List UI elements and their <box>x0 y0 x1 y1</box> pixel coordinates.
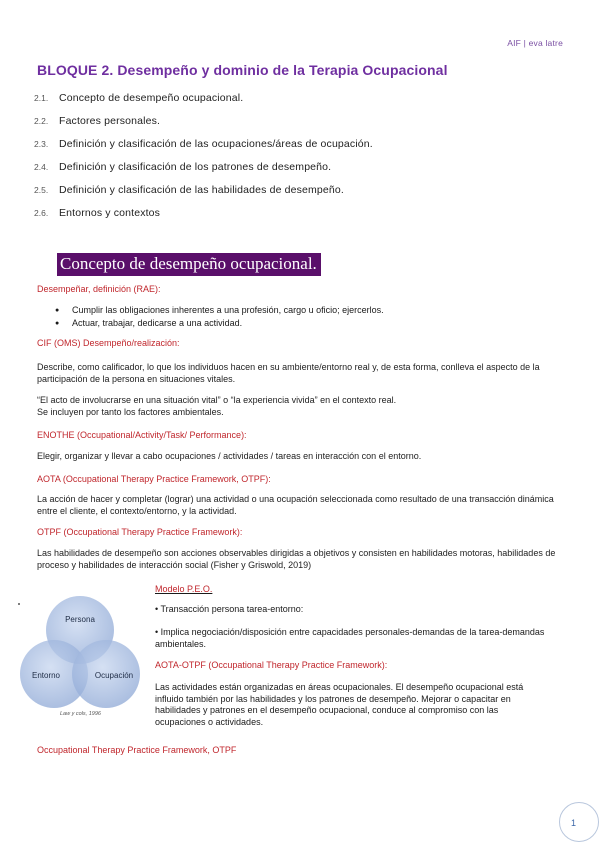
toc-text: Definición y clasificación de los patrones de desempeño. <box>59 160 332 173</box>
toc-text: Entornos y contextos <box>59 206 161 219</box>
page-number-badge <box>559 802 599 842</box>
aota-otpf-label: AOTA-OTPF (Occupational Therapy Practice Framework): <box>155 660 388 670</box>
rae-label: Desempeñar, definición (RAE): <box>37 284 161 294</box>
aota-label: AOTA (Occupational Therapy Practice Framework, OTPF): <box>37 474 271 484</box>
peo-item-1 <box>155 604 565 616</box>
toc-number: 2.3. <box>34 138 49 149</box>
cif-paragraph-3: Se incluyen por tanto los factores ambientales. <box>37 407 224 417</box>
otpf-label: OTPF (Occupational Therapy Practice Framework): <box>37 527 243 537</box>
footer-otpf-label: Occupational Therapy Practice Framework, OTPF <box>37 745 237 755</box>
venn-svg <box>14 592 149 720</box>
venn-caption: Law y cols, 1996 <box>60 711 101 717</box>
persona-label: Persona <box>65 615 95 624</box>
rae-bullet-list <box>55 304 535 330</box>
peo-label-text: Modelo P.E.O. <box>155 584 213 594</box>
block-title: BLOQUE 2. Desempeño y dominio de la Terapia Ocupacional <box>37 62 448 78</box>
entorno-label: Entorno <box>31 671 61 680</box>
enothe-paragraph: Elegir, organizar y llevar a cabo ocupaciones / actividades / tareas en interacción con el entorno. <box>37 451 422 461</box>
otpf-paragraph: Las habilidades de desempeño son acciones observables dirigidas a objetivos y consisten en habilidades motoras, habilidades de proceso y habilidades de interacción social (Fisher y Griswold, 2019) <box>37 548 556 570</box>
ocupacion-label: Ocupación <box>94 671 134 680</box>
toc-item <box>34 86 554 109</box>
toc-number: 2.5. <box>34 184 49 195</box>
peo-item-text: Implica negociación/disposición entre capacidades personales-demandas de la tarea-demandas ambientales. <box>155 627 545 649</box>
peo-item-2 <box>155 627 560 650</box>
bullet-icon: ● <box>55 320 60 327</box>
bullet-icon: • <box>155 604 159 614</box>
toc-item <box>34 109 554 132</box>
toc-number: 2.1. <box>34 92 49 103</box>
aota-otpf-paragraph: Las actividades están organizadas en áreas ocupacionales. El desempeño ocupacional está influido también por las habilidades y los patrones de desempeño. Mejorar o capacitar en habilidades y patrones en el desempeño ocupacional, conduce al compromiso con las ocupaciones o actividades. <box>155 682 524 727</box>
table-of-contents <box>34 86 554 224</box>
list-item <box>55 317 535 330</box>
peo-item-text: Transacción persona tarea-entorno: <box>160 604 304 614</box>
list-item <box>55 304 535 317</box>
list-item-text: Actuar, trabajar, dedicarse a una actividad. <box>72 318 243 328</box>
toc-item <box>34 132 554 155</box>
cif-paragraph-1: Describe, como calificador, lo que los individuos hacen en su ambiente/entorno real y, de esta forma, conlleva el aspecto de la participación de la persona en situaciones vitales. <box>37 362 540 384</box>
toc-text: Factores personales. <box>59 114 161 127</box>
section-title-banner: Concepto de desempeño ocupacional. <box>57 253 321 276</box>
toc-text: Concepto de desempeño ocupacional. <box>59 91 244 104</box>
toc-item <box>34 155 554 178</box>
toc-number: 2.2. <box>34 115 49 126</box>
toc-text: Definición y clasificación de las habilidades de desempeño. <box>59 183 344 196</box>
peo-label <box>155 584 565 596</box>
bullet-icon: • <box>155 627 159 637</box>
cif-label: CIF (OMS) Desempeño/realización: <box>37 338 180 348</box>
header-author: AIF | eva latre <box>507 38 563 48</box>
toc-item <box>34 201 554 224</box>
list-item-text: Cumplir las obligaciones inherentes a una profesión, cargo u oficio; ejercerlos. <box>72 305 384 315</box>
toc-number: 2.6. <box>34 207 49 218</box>
enothe-label: ENOTHE (Occupational/Activity/Task/ Performance): <box>37 430 247 440</box>
aota-paragraph: La acción de hacer y completar (lograr) una actividad o una ocupación seleccionada como resultado de una transacción dinámica entre el cliente, el contexto/entorno, y la actividad. <box>37 494 554 516</box>
toc-item <box>34 178 554 201</box>
page-number: 1 <box>571 818 577 828</box>
toc-text: Definición y clasificación de las ocupaciones/áreas de ocupación. <box>59 137 373 150</box>
bullet-icon: ● <box>55 307 60 314</box>
cif-paragraph-2: “El acto de involucrarse en una situación vital” o “la experiencia vivida” en el contexto real. <box>37 395 397 405</box>
toc-number: 2.4. <box>34 161 49 172</box>
peo-venn-diagram <box>14 592 149 720</box>
